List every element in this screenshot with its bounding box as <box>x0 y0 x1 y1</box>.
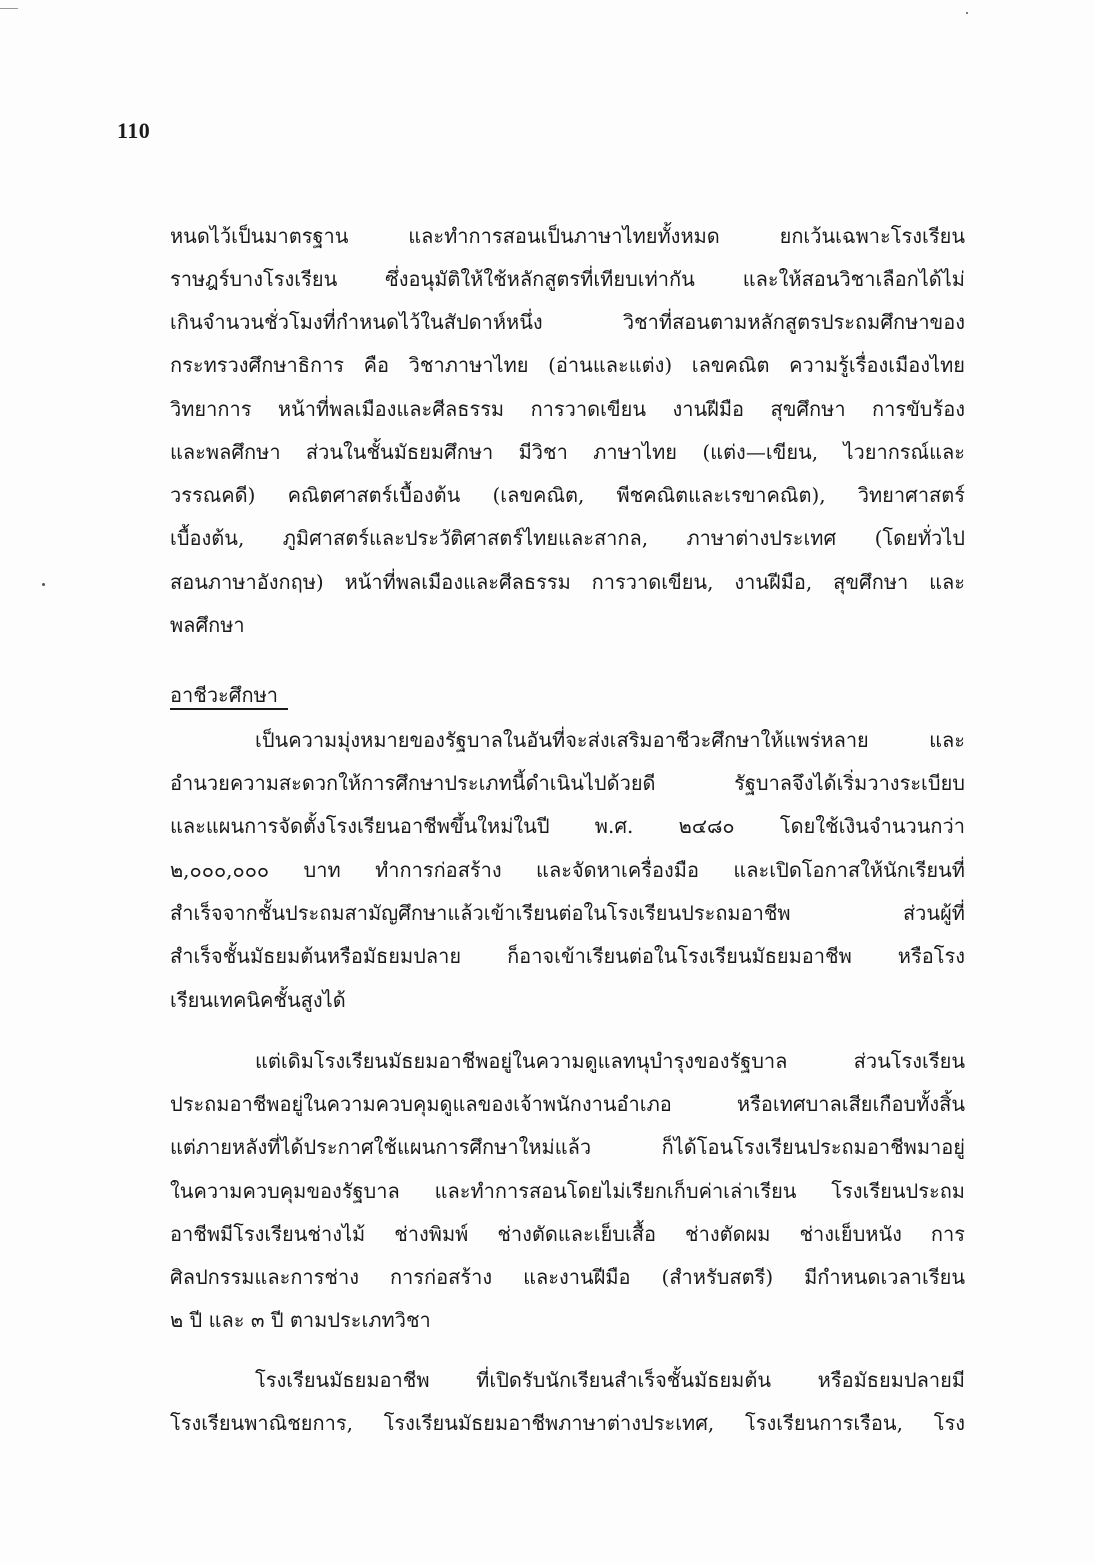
text-line: เรียนเทคนิคชั้นสูงได้ <box>170 988 346 1012</box>
text-line: ในความควบคุมของรัฐบาล และทำการสอนโดยไม่เรียกเก็บค่าเล่าเรียน โรงเรียนประถม <box>170 1179 965 1203</box>
text-line: แต่เดิมโรงเรียนมัธยมอาชีพอยู่ในความดูแลทนุบำรุงของรัฐบาล ส่วนโรงเรียน <box>255 1049 965 1073</box>
text-line: เบื้องต้น, ภูมิศาสตร์และประวัติศาสตร์ไทยและสากล, ภาษาต่างประเทศ (โดยทั่วไป <box>170 526 965 550</box>
scan-mark <box>0 8 18 9</box>
text-line: และพลศึกษา ส่วนในชั้นมัธยมศึกษา มีวิชา ภาษาไทย (แต่ง—เขียน, ไวยากรณ์และ <box>170 440 965 464</box>
text-line: เกินจำนวนชั่วโมงที่กำหนดไว้ในสัปดาห์หนึ่ง วิชาที่สอนตามหลักสูตรประถมศึกษาของ <box>170 310 965 334</box>
text-line: เป็นความมุ่งหมายของรัฐบาลในอันที่จะส่งเสริมอาชีวะศึกษาให้แพร่หลาย และ <box>255 728 965 752</box>
text-line: อาชีพมีโรงเรียนช่างไม้ ช่างพิมพ์ ช่างตัดและเย็บเสื้อ ช่างตัดผม ช่างเย็บหนัง การ <box>170 1222 965 1246</box>
text-line: โรงเรียนมัธยมอาชีพ ที่เปิดรับนักเรียนสำเร็จชั้นมัธยมต้น หรือมัธยมปลายมี <box>255 1368 965 1392</box>
page-number: 110 <box>117 118 151 143</box>
text-line: หนดไว้เป็นมาตรฐาน และทำการสอนเป็นภาษาไทยทั้งหมด ยกเว้นเฉพาะโรงเรียน <box>170 224 965 248</box>
text-line: วิทยาการ หน้าที่พลเมืองและศีลธรรม การวาดเขียน งานฝีมือ สุขศึกษา การขับร้อง <box>170 397 965 421</box>
text-line: สอนภาษาอังกฤษ) หน้าที่พลเมืองและศีลธรรม การวาดเขียน, งานฝีมือ, สุขศึกษา และ <box>170 570 965 594</box>
text-line: สำเร็จชั้นมัธยมต้นหรือมัธยมปลาย ก็อาจเข้าเรียนต่อในโรงเรียนมัธยมอาชีพ หรือโรง <box>170 944 965 968</box>
heading-underline <box>170 708 288 710</box>
text-line: ๒ ปี และ ๓ ปี ตามประเภทวิชา <box>170 1308 431 1332</box>
text-line: กระทรวงศึกษาธิการ คือ วิชาภาษาไทย (อ่านและแต่ง) เลขคณิต ความรู้เรื่องเมืองไทย <box>170 353 965 377</box>
text-line: อำนวยความสะดวกให้การศึกษาประเภทนี้ดำเนินไปด้วยดี รัฐบาลจึงได้เริ่มวางระเบียบ <box>170 771 965 795</box>
text-line: พลศึกษา <box>170 613 245 637</box>
text-line: ประถมอาชีพอยู่ในความควบคุมดูแลของเจ้าพนักงานอำเภอ หรือเทศบาลเสียเกือบทั้งสิ้น <box>170 1092 965 1116</box>
text-line: ราษฎร์บางโรงเรียน ซึ่งอนุมัติให้ใช้หลักสูตรที่เทียบเท่ากัน และให้สอนวิชาเลือกได้ไม่ <box>170 267 965 291</box>
scan-speck <box>966 12 968 14</box>
text-line: สำเร็จจากชั้นประถมสามัญศึกษาแล้วเข้าเรียนต่อในโรงเรียนประถมอาชีพ ส่วนผู้ที่ <box>170 901 965 925</box>
scan-speck <box>42 583 45 586</box>
text-line: ศิลปกรรมและการช่าง การก่อสร้าง และงานฝีมือ (สำหรับสตรี) มีกำหนดเวลาเรียน <box>170 1265 965 1289</box>
text-line: ๒,๐๐๐,๐๐๐ บาท ทำการก่อสร้าง และจัดหาเครื่องมือ และเปิดโอกาสให้นักเรียนที่ <box>170 858 965 882</box>
text-line: โรงเรียนพาณิชยการ, โรงเรียนมัธยมอาชีพภาษาต่างประเทศ, โรงเรียนการเรือน, โรง <box>170 1411 965 1435</box>
text-line: วรรณคดี) คณิตศาสตร์เบื้องต้น (เลขคณิต, พีชคณิตและเรขาคณิต), วิทยาศาสตร์ <box>170 483 965 507</box>
text-line: แต่ภายหลังที่ได้ประกาศใช้แผนการศึกษาใหม่แล้ว ก็ได้โอนโรงเรียนประถมอาชีพมาอยู่ <box>170 1135 965 1159</box>
text-line: และแผนการจัดตั้งโรงเรียนอาชีพขึ้นใหม่ในปี พ.ศ. ๒๔๘๐ โดยใช้เงินจำนวนกว่า <box>170 814 965 838</box>
section-heading: อาชีวะศึกษา <box>170 683 279 707</box>
